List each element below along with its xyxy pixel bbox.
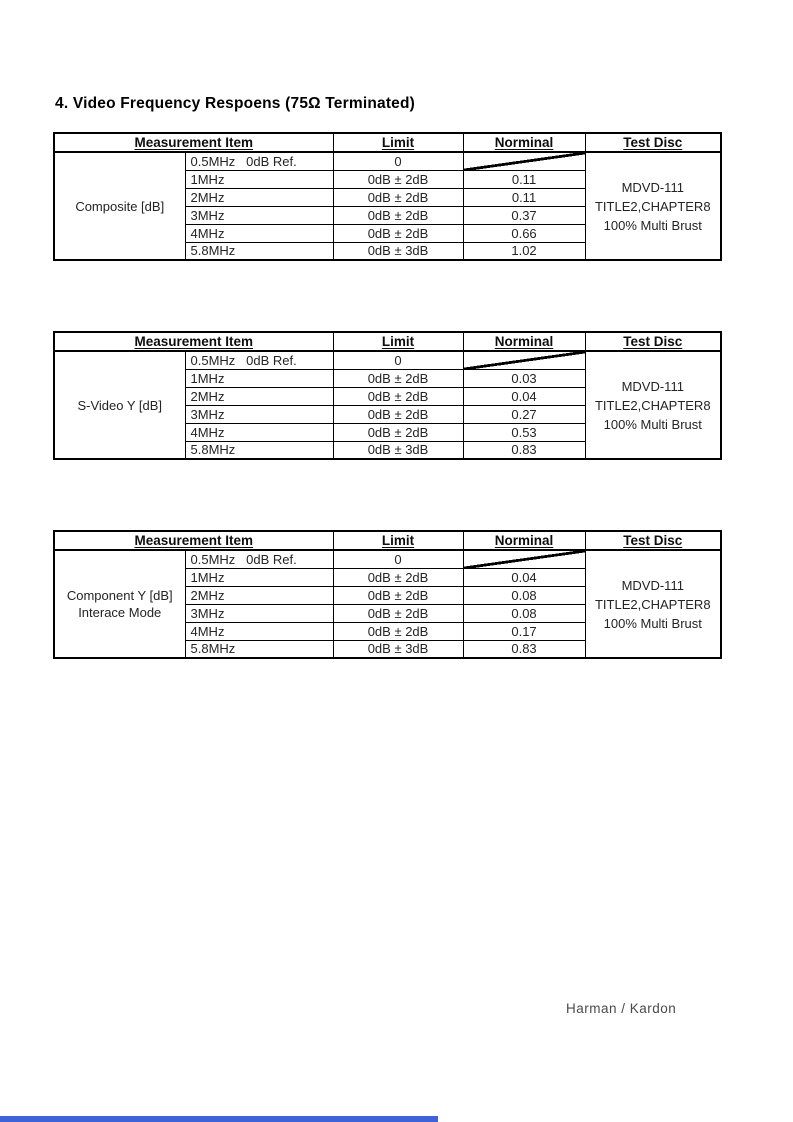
header-row [54,133,721,152]
frequency-cell: 0.5MHz 0dB Ref. [185,550,333,568]
column-header-measurement-item: Measurement Item [54,332,333,351]
test-disc-line: TITLE2,CHAPTER8 [594,397,711,413]
footer-brand: Harman / Kardon [566,1001,677,1016]
norminal-cell: 0.03 [463,369,585,387]
norminal-cell-empty [463,550,585,568]
frequency-cell: 1MHz [185,369,333,387]
measurement-table-component [53,530,722,659]
row-label-cell [54,152,185,260]
column-header-test-disc: Test Disc [585,531,721,550]
header-row [54,332,721,351]
column-header-limit: Limit [333,332,463,351]
limit-cell: 0dB ± 2dB [333,604,463,622]
limit-cell: 0 [333,152,463,170]
diagonal-line [464,153,585,170]
row-label-line: Component Y [dB] [66,588,173,603]
norminal-cell: 0.53 [463,423,585,441]
frequency-cell: 2MHz [185,387,333,405]
norminal-cell: 0.11 [463,188,585,206]
frequency-cell: 5.8MHz [185,242,333,260]
column-header-norminal: Norminal [463,531,585,550]
norminal-cell: 0.27 [463,405,585,423]
test-disc-cell [585,152,721,260]
norminal-cell-empty [463,152,585,170]
frequency-cell: 2MHz [185,188,333,206]
test-disc-line: TITLE2,CHAPTER8 [594,596,711,612]
limit-cell: 0dB ± 2dB [333,224,463,242]
norminal-cell: 0.66 [463,224,585,242]
norminal-cell: 0.08 [463,586,585,604]
test-disc-line: MDVD-111 [621,179,684,195]
column-header-test-disc: Test Disc [585,133,721,152]
header-row [54,531,721,550]
frequency-cell: 1MHz [185,568,333,586]
column-header-norminal: Norminal [463,332,585,351]
norminal-cell: 0.08 [463,604,585,622]
column-header-norminal: Norminal [463,133,585,152]
row-label-cell [54,550,185,658]
test-disc-line: MDVD-111 [621,378,684,394]
table-row [54,550,721,568]
table-row [54,152,721,170]
column-header-measurement-item: Measurement Item [54,133,333,152]
test-disc-line: TITLE2,CHAPTER8 [594,198,711,214]
limit-cell: 0dB ± 2dB [333,423,463,441]
norminal-cell: 0.17 [463,622,585,640]
test-disc-line: 100% Multi Brust [603,416,702,432]
measurement-table-svideo [53,331,722,460]
frequency-cell: 5.8MHz [185,441,333,459]
row-label-line: Composite [dB] [75,198,165,214]
norminal-cell: 0.37 [463,206,585,224]
frequency-cell: 0.5MHz 0dB Ref. [185,351,333,369]
diagonal-line [464,352,585,369]
column-header-measurement-item: Measurement Item [54,531,333,550]
test-disc-line: 100% Multi Brust [603,217,702,233]
frequency-cell: 0.5MHz 0dB Ref. [185,152,333,170]
frequency-cell: 1MHz [185,170,333,188]
test-disc-cell [585,351,721,459]
frequency-cell: 4MHz [185,423,333,441]
norminal-cell: 0.83 [463,441,585,459]
limit-cell: 0dB ± 2dB [333,405,463,423]
limit-cell: 0dB ± 3dB [333,441,463,459]
frequency-cell: 3MHz [185,405,333,423]
test-disc-line: MDVD-111 [621,577,684,593]
limit-cell: 0dB ± 3dB [333,242,463,260]
limit-cell: 0dB ± 2dB [333,586,463,604]
row-label-cell [54,351,185,459]
limit-cell: 0dB ± 2dB [333,568,463,586]
frequency-cell: 4MHz [185,224,333,242]
limit-cell: 0dB ± 2dB [333,369,463,387]
test-disc-line: 100% Multi Brust [603,615,702,631]
frequency-cell: 5.8MHz [185,640,333,658]
column-header-limit: Limit [333,531,463,550]
limit-cell: 0dB ± 2dB [333,387,463,405]
row-label-line: S-Video Y [dB] [77,397,163,413]
limit-cell: 0dB ± 2dB [333,622,463,640]
norminal-cell-empty [463,351,585,369]
limit-cell: 0dB ± 2dB [333,188,463,206]
limit-cell: 0 [333,550,463,568]
column-header-test-disc: Test Disc [585,332,721,351]
test-disc-cell [585,550,721,658]
column-header-limit: Limit [333,133,463,152]
norminal-cell: 0.83 [463,640,585,658]
limit-cell: 0dB ± 2dB [333,206,463,224]
limit-cell: 0dB ± 3dB [333,640,463,658]
frequency-cell: 4MHz [185,622,333,640]
limit-cell: 0 [333,351,463,369]
row-label-line: Interace Mode [78,605,162,620]
frequency-cell: 2MHz [185,586,333,604]
norminal-cell: 1.02 [463,242,585,260]
frequency-cell: 3MHz [185,206,333,224]
bottom-accent-bar [0,1116,438,1122]
frequency-cell: 3MHz [185,604,333,622]
table-row [54,351,721,369]
limit-cell: 0dB ± 2dB [333,170,463,188]
norminal-cell: 0.04 [463,568,585,586]
norminal-cell: 0.11 [463,170,585,188]
norminal-cell: 0.04 [463,387,585,405]
page-title: 4. Video Frequency Respoens (75Ω Terminated) [55,95,416,112]
measurement-table-composite [53,132,722,261]
diagonal-line [464,551,585,568]
